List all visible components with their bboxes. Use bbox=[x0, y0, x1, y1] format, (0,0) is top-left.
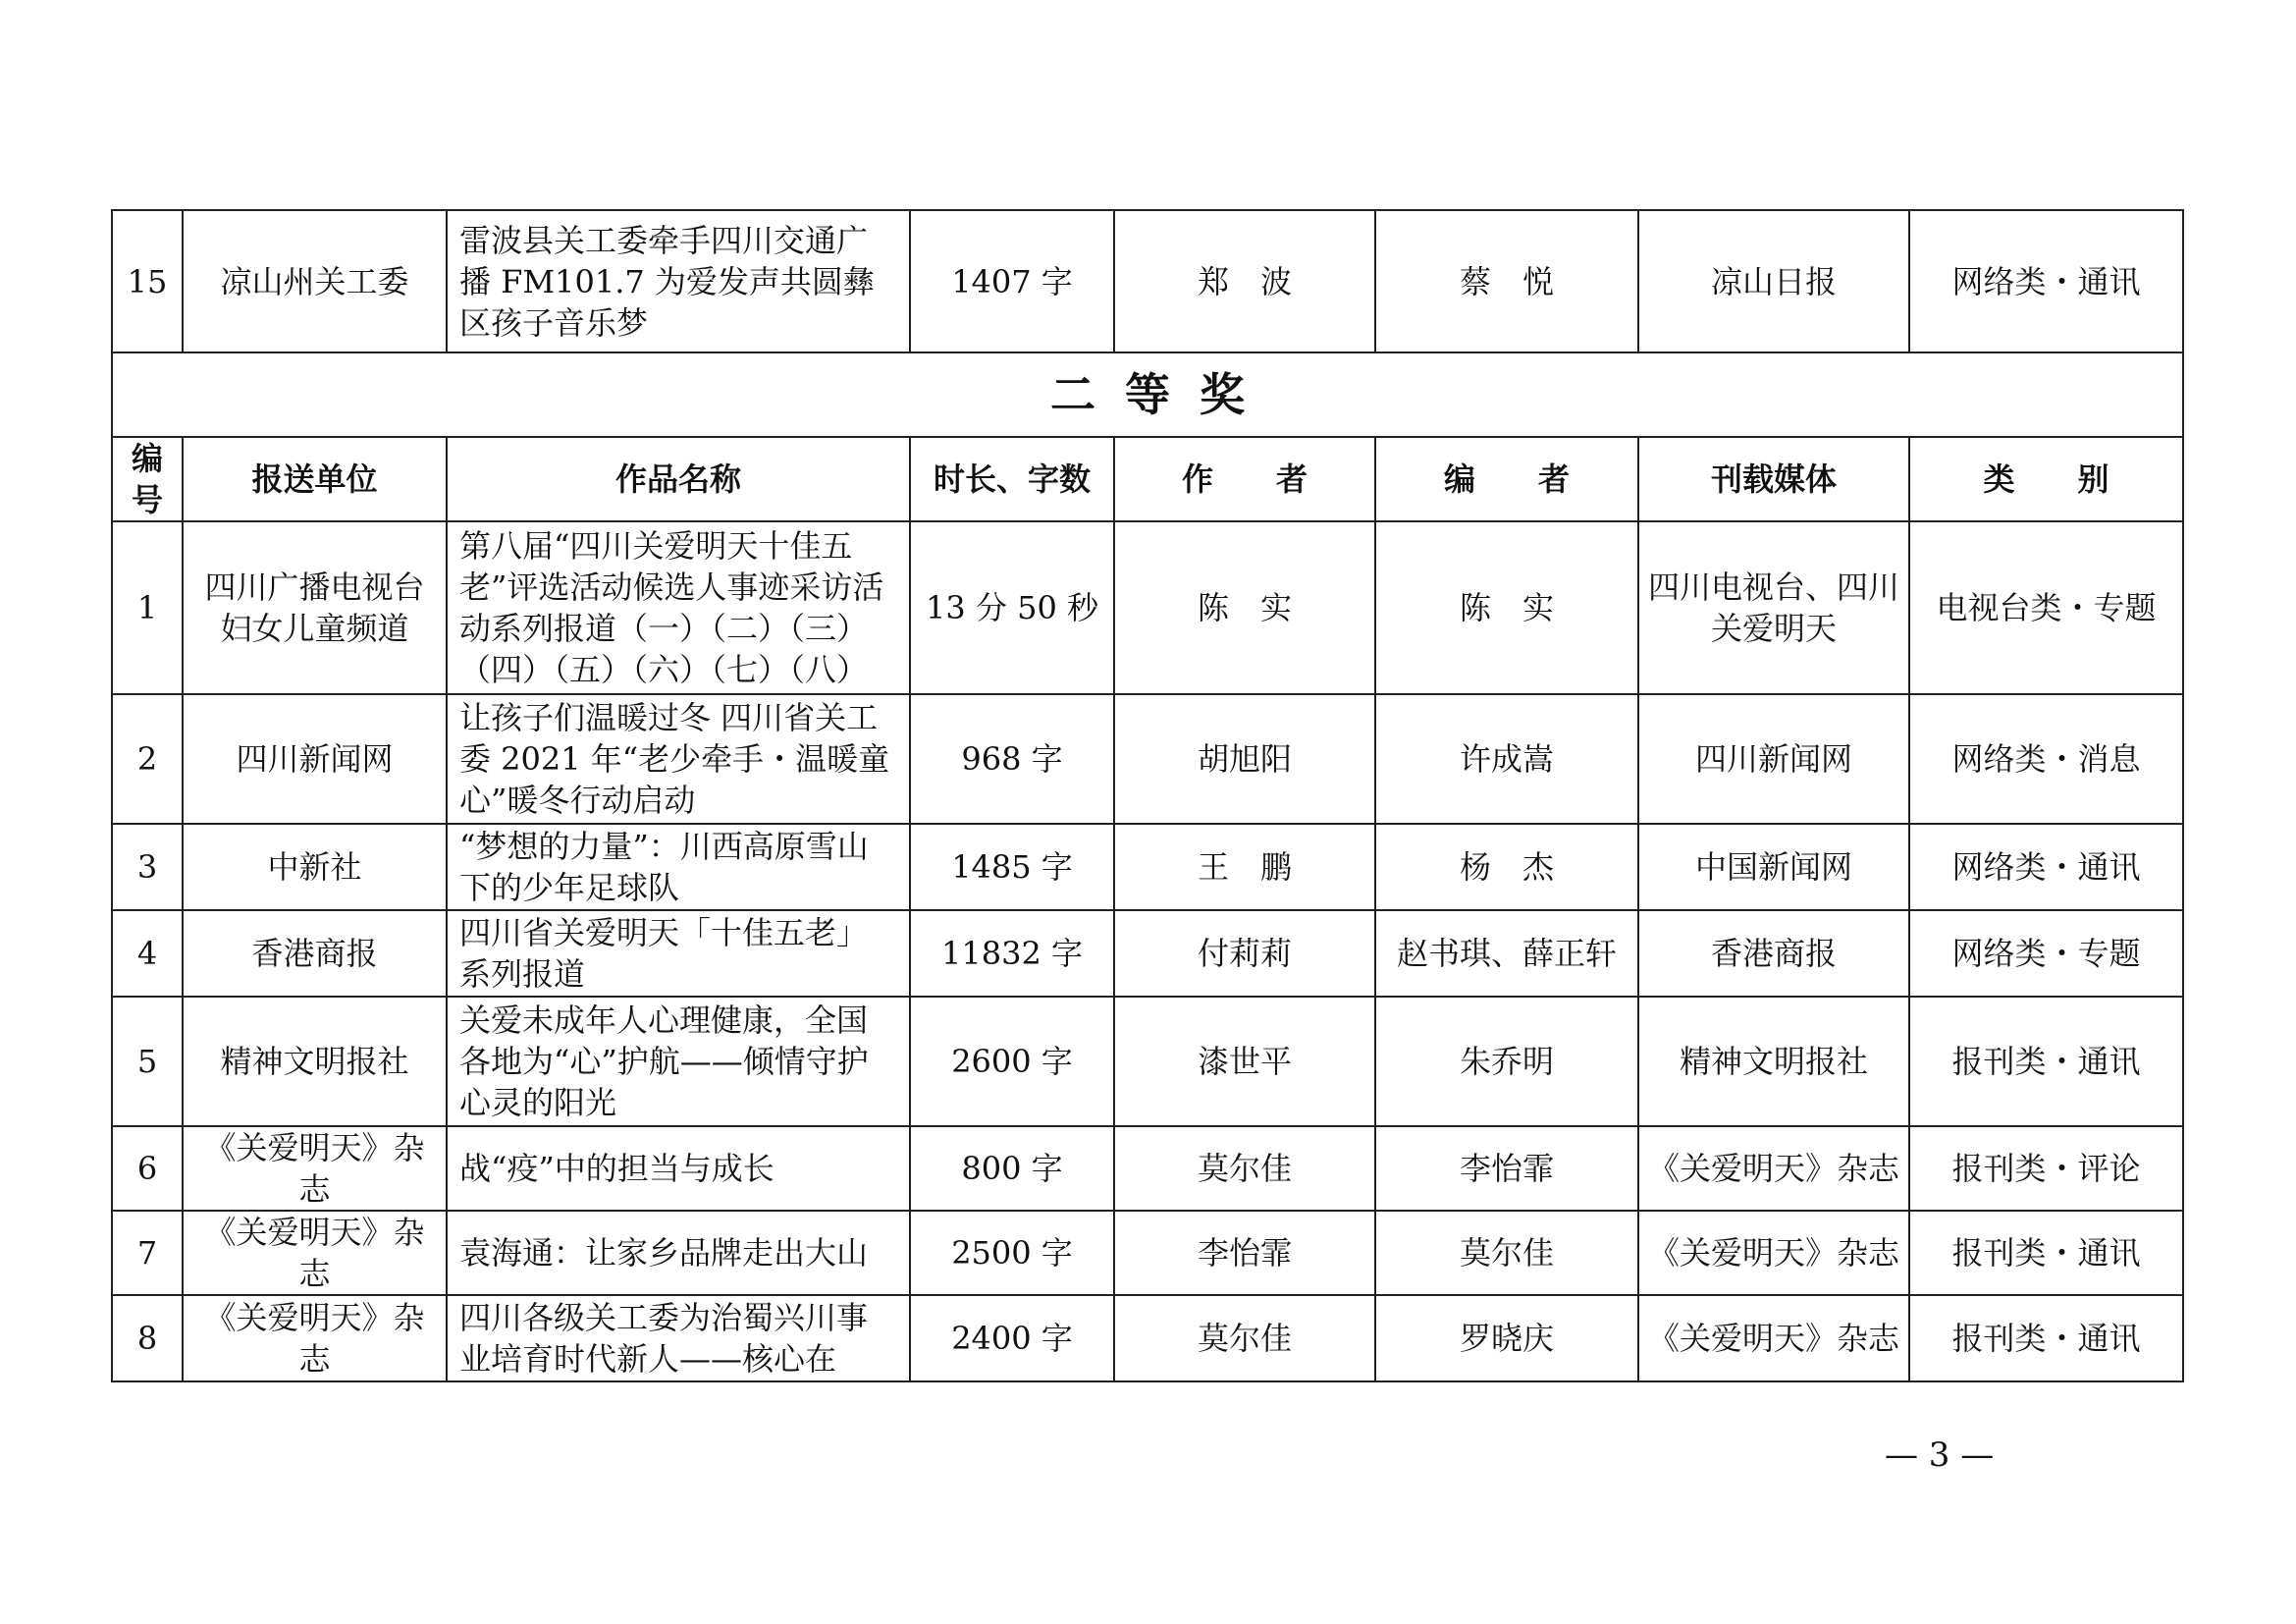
cell-length: 2500 字 bbox=[910, 1211, 1114, 1295]
cell-title: 让孩子们温暖过冬 四川省关工委 2021 年“老少牵手・温暖童心”暖冬行动启动 bbox=[447, 694, 910, 824]
header-row bbox=[112, 437, 2183, 521]
cell-unit: 中新社 bbox=[183, 824, 447, 910]
cell-category: 报刊类・通讯 bbox=[1909, 1211, 2183, 1295]
cell-length: 968 字 bbox=[910, 694, 1114, 824]
header-media: 刊载媒体 bbox=[1638, 437, 1909, 521]
cell-length: 2400 字 bbox=[910, 1295, 1114, 1381]
cell-title: 四川各级关工委为治蜀兴川事业培育时代新人——核心在 bbox=[447, 1295, 910, 1381]
section-title-row bbox=[112, 352, 2183, 437]
table-row bbox=[112, 824, 2183, 910]
cell-category: 报刊类・通讯 bbox=[1909, 1295, 2183, 1381]
cell-editor: 许成嵩 bbox=[1375, 694, 1638, 824]
cell-length: 1407 字 bbox=[910, 210, 1114, 352]
header-no: 编号 bbox=[112, 437, 183, 521]
cell-author: 莫尔佳 bbox=[1114, 1295, 1375, 1381]
cell-media: 四川电视台、四川关爱明天 bbox=[1638, 521, 1909, 694]
cell-category: 报刊类・评论 bbox=[1909, 1126, 2183, 1211]
header-editor: 编 者 bbox=[1375, 437, 1638, 521]
cell-media: 香港商报 bbox=[1638, 910, 1909, 997]
cell-media: 《关爱明天》杂志 bbox=[1638, 1295, 1909, 1381]
header-length: 时长、字数 bbox=[910, 437, 1114, 521]
cell-title: 四川省关爱明天「十佳五老」系列报道 bbox=[447, 910, 910, 997]
cell-editor: 杨 杰 bbox=[1375, 824, 1638, 910]
cell-no: 6 bbox=[112, 1126, 183, 1211]
cell-category: 网络类・通讯 bbox=[1909, 210, 2183, 352]
table-row bbox=[112, 997, 2183, 1126]
cell-length: 1485 字 bbox=[910, 824, 1114, 910]
cell-title: 关爱未成年人心理健康，全国各地为“心”护航——倾情守护心灵的阳光 bbox=[447, 997, 910, 1126]
table-row bbox=[112, 1295, 2183, 1381]
cell-no: 3 bbox=[112, 824, 183, 910]
cell-editor: 朱乔明 bbox=[1375, 997, 1638, 1126]
cell-editor: 罗晓庆 bbox=[1375, 1295, 1638, 1381]
header-category: 类 别 bbox=[1909, 437, 2183, 521]
cell-editor: 莫尔佳 bbox=[1375, 1211, 1638, 1295]
cell-media: 《关爱明天》杂志 bbox=[1638, 1126, 1909, 1211]
award-table bbox=[111, 209, 2184, 1382]
cell-title: 雷波县关工委牵手四川交通广播 FM101.7 为爱发声共圆彝区孩子音乐梦 bbox=[447, 210, 910, 352]
cell-title: 袁海通：让家乡品牌走出大山 bbox=[447, 1211, 910, 1295]
cell-length: 2600 字 bbox=[910, 997, 1114, 1126]
cell-author: 王 鹏 bbox=[1114, 824, 1375, 910]
cell-author: 付莉莉 bbox=[1114, 910, 1375, 997]
cell-no: 1 bbox=[112, 521, 183, 694]
cell-editor: 李怡霏 bbox=[1375, 1126, 1638, 1211]
cell-editor: 陈 实 bbox=[1375, 521, 1638, 694]
table-row bbox=[112, 694, 2183, 824]
section-title: 二等奖 bbox=[112, 352, 2183, 437]
cell-media: 精神文明报社 bbox=[1638, 997, 1909, 1126]
cell-category: 电视台类・专题 bbox=[1909, 521, 2183, 694]
cell-no: 7 bbox=[112, 1211, 183, 1295]
cell-no: 15 bbox=[112, 210, 183, 352]
cell-author: 胡旭阳 bbox=[1114, 694, 1375, 824]
cell-unit: 香港商报 bbox=[183, 910, 447, 997]
cell-category: 报刊类・通讯 bbox=[1909, 997, 2183, 1126]
cell-media: 《关爱明天》杂志 bbox=[1638, 1211, 1909, 1295]
cell-title: “梦想的力量”：川西高原雪山下的少年足球队 bbox=[447, 824, 910, 910]
cell-no: 5 bbox=[112, 997, 183, 1126]
cell-unit: 四川新闻网 bbox=[183, 694, 447, 824]
table-row bbox=[112, 1126, 2183, 1211]
cell-category: 网络类・专题 bbox=[1909, 910, 2183, 997]
cell-unit: 凉山州关工委 bbox=[183, 210, 447, 352]
cell-unit: 《关爱明天》杂志 bbox=[183, 1295, 447, 1381]
cell-author: 漆世平 bbox=[1114, 997, 1375, 1126]
table-row bbox=[112, 1211, 2183, 1295]
cell-editor: 蔡 悦 bbox=[1375, 210, 1638, 352]
cell-length: 13 分 50 秒 bbox=[910, 521, 1114, 694]
cell-media: 中国新闻网 bbox=[1638, 824, 1909, 910]
cell-category: 网络类・消息 bbox=[1909, 694, 2183, 824]
cell-length: 11832 字 bbox=[910, 910, 1114, 997]
header-unit: 报送单位 bbox=[183, 437, 447, 521]
cell-no: 2 bbox=[112, 694, 183, 824]
cell-unit: 四川广播电视台妇女儿童频道 bbox=[183, 521, 447, 694]
table-row bbox=[112, 210, 2183, 352]
cell-media: 四川新闻网 bbox=[1638, 694, 1909, 824]
cell-unit: 《关爱明天》杂志 bbox=[183, 1126, 447, 1211]
cell-editor: 赵书琪、薛正轩 bbox=[1375, 910, 1638, 997]
cell-author: 陈 实 bbox=[1114, 521, 1375, 694]
cell-no: 4 bbox=[112, 910, 183, 997]
cell-title: 战“疫”中的担当与成长 bbox=[447, 1126, 910, 1211]
cell-no: 8 bbox=[112, 1295, 183, 1381]
table-row bbox=[112, 910, 2183, 997]
cell-unit: 《关爱明天》杂志 bbox=[183, 1211, 447, 1295]
cell-title: 第八届“四川关爱明天十佳五老”评选活动候选人事迹采访活动系列报道（一）（二）（三）（四）（五）（六）（七）（八） bbox=[447, 521, 910, 694]
table-row bbox=[112, 521, 2183, 694]
cell-media: 凉山日报 bbox=[1638, 210, 1909, 352]
header-author: 作 者 bbox=[1114, 437, 1375, 521]
cell-author: 郑 波 bbox=[1114, 210, 1375, 352]
cell-length: 800 字 bbox=[910, 1126, 1114, 1211]
cell-unit: 精神文明报社 bbox=[183, 997, 447, 1126]
cell-author: 李怡霏 bbox=[1114, 1211, 1375, 1295]
header-title: 作品名称 bbox=[447, 437, 910, 521]
page-number: — 3 — bbox=[1885, 1435, 1995, 1475]
cell-category: 网络类・通讯 bbox=[1909, 824, 2183, 910]
cell-author: 莫尔佳 bbox=[1114, 1126, 1375, 1211]
